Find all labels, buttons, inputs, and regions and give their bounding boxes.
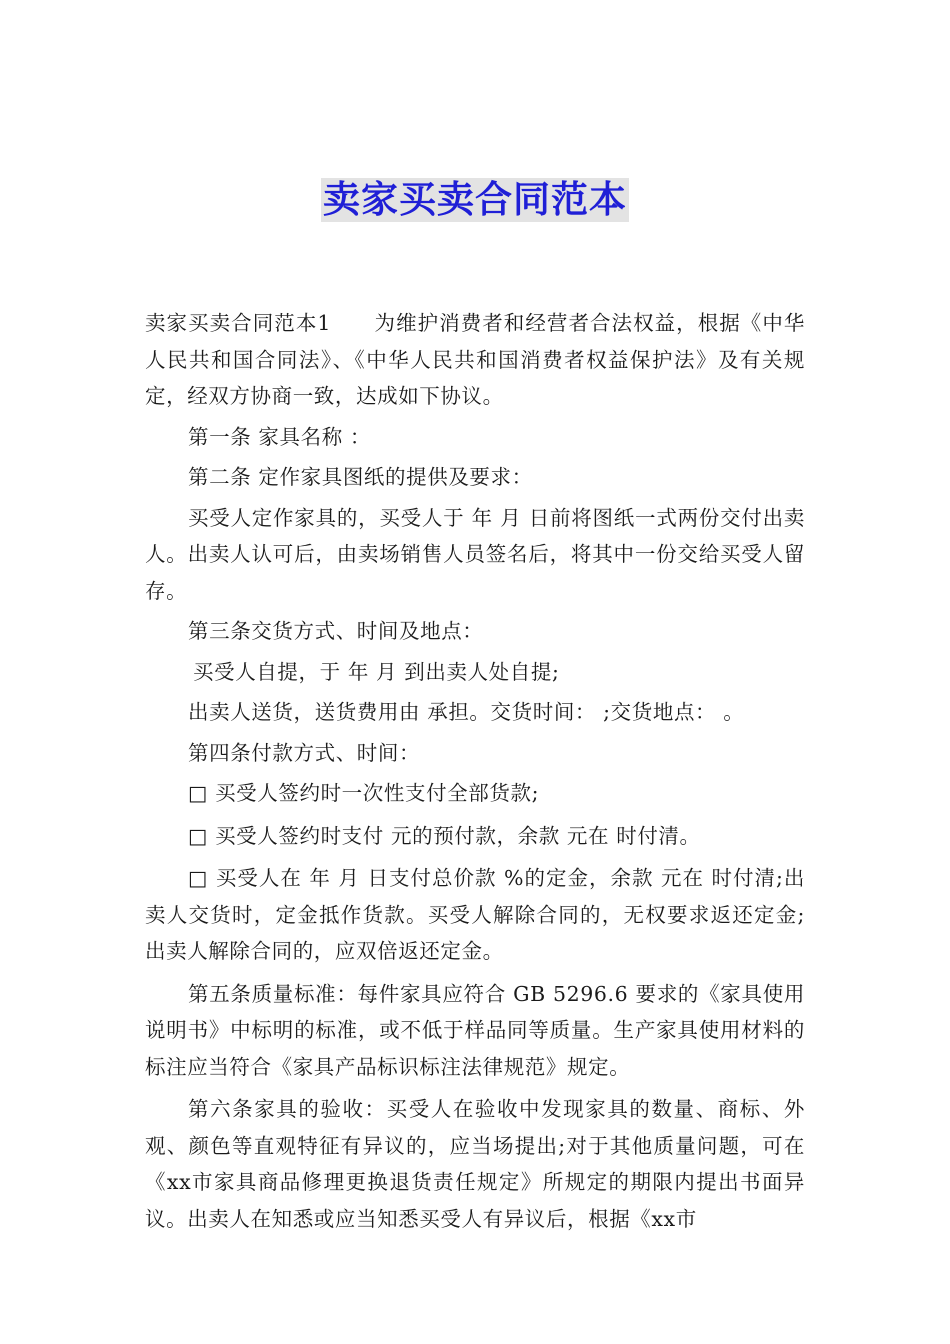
title-block xyxy=(0,178,950,222)
paragraph-delivery: 出卖人送货，送货费用由 承担。交货时间： ;交货地点： 。 xyxy=(188,700,745,724)
paragraph-payment-option-1: □ 买受人签约时一次性支付全部货款; xyxy=(188,781,540,805)
paragraph-self-pickup: 买受人自提，于 年 月 到出卖人处自提; xyxy=(193,659,560,684)
paragraph-article-2: 第二条 定作家具图纸的提供及要求： xyxy=(188,465,533,489)
paragraph-drawing-requirements: 买受人定作家具的，买受人于 年 月 日前将图纸一式两份交付出卖人。出卖人认可后，由卖场销售人员签名后，将其中一份交给买受人留存。 xyxy=(145,505,805,603)
paragraph-article-4: 第四条付款方式、时间： xyxy=(188,740,421,765)
document-title: 卖家买卖合同范本 xyxy=(323,178,627,221)
paragraph-payment-option-2: □ 买受人签约时支付 元的预付款，余款 元在 时付清。 xyxy=(188,823,701,848)
paragraph-article-6: 第六条家具的验收：买受人在验收中发现家具的数量、商标、外观、颜色等直观特征有异议的，应当场提出;对于其他质量问题，可在《xx市家具商品修理更换退货责任规定》所规定的期限内提出书面异议。出卖人在知悉或应当知悉买受人有异议后，根据《xx市 xyxy=(145,1097,805,1231)
paragraph-payment-option-3: □ 买受人在 年 月 日支付总价款 %的定金，余款 元在 时付清;出卖人交货时，定金抵作货款。买受人解除合同的，无权要求返还定金;出卖人解除合同的，应双倍返还定金。 xyxy=(145,866,805,963)
document-body xyxy=(145,305,805,1237)
paragraph-intro: 卖家买卖合同范本1 为维护消费者和经营者合法权益，根据《中华人民共和国合同法》、《中华人民共和国消费者权益保护法》及有关规定，经双方协商一致，达成如下协议。 xyxy=(145,311,805,408)
paragraph-article-1: 第一条 家具名称 ： xyxy=(188,424,372,449)
paragraph-article-5: 第五条质量标准：每件家具应符合 GB 5296.6 要求的《家具使用说明书》中标明的标准，或不低于样品同等质量。生产家具使用材料的标注应当符合《家具产品标识标注法律规范》规定。 xyxy=(145,981,805,1079)
paragraph-article-3: 第三条交货方式、时间及地点： xyxy=(188,619,484,643)
